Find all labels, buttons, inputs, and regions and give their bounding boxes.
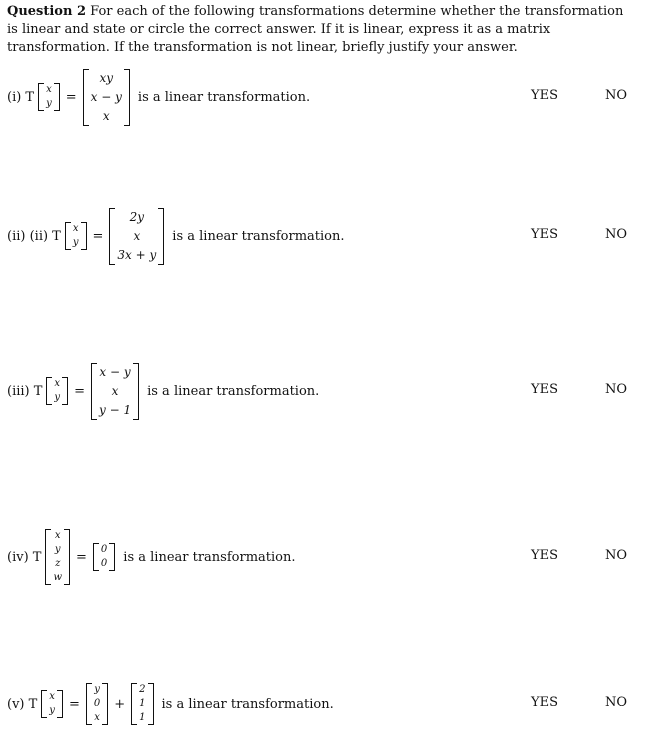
right-bracket	[124, 69, 130, 126]
yes-option[interactable]: YES	[531, 695, 558, 710]
right-bracket	[102, 683, 108, 725]
matrix-entry: w	[53, 572, 63, 583]
matrix-entry: 3x + y	[117, 247, 157, 262]
item-label: (i) T	[7, 89, 35, 105]
equals-sign: =	[76, 549, 87, 565]
item-label: (ii) (ii) T	[7, 228, 61, 244]
matrix-entry: 0	[100, 544, 108, 555]
yes-option[interactable]: YES	[531, 227, 558, 242]
question-text: For each of the following transformations determine whether the transformation is linear and state or circle the correct answer. If it is linear, express it as a matrix transformation. If the transformation is not linear, briefly justify your answer.	[7, 4, 624, 55]
no-option[interactable]: NO	[605, 88, 628, 103]
transformation-item	[7, 363, 319, 420]
item-label: (iv) T	[7, 549, 42, 565]
yes-option[interactable]: YES	[531, 548, 558, 563]
matrix-entry: z	[55, 558, 61, 569]
matrix-entry: x	[102, 108, 110, 123]
right-bracket	[62, 377, 68, 405]
input-vector	[41, 690, 63, 718]
matrix-entry: 2	[139, 684, 146, 695]
equals-sign: =	[65, 89, 77, 105]
matrix-entry: 2y	[129, 209, 145, 224]
right-bracket	[64, 529, 70, 585]
matrix-entry: x	[49, 691, 55, 702]
matrix-entry: x − y	[90, 89, 122, 104]
matrix-entry: 0	[93, 698, 101, 709]
matrix-entry: x	[94, 712, 100, 723]
constant-vector	[131, 683, 153, 725]
item-statement: is a linear transformation.	[147, 383, 320, 399]
transformation-item	[7, 208, 345, 265]
item-statement: is a linear transformation.	[161, 696, 334, 712]
matrix-entry: x	[54, 378, 61, 389]
right-bracket	[81, 222, 87, 250]
no-option[interactable]: NO	[605, 227, 628, 242]
question-label: Question 2	[7, 4, 87, 19]
item-label: (v) T	[7, 696, 38, 712]
matrix-entry: y − 1	[98, 402, 132, 417]
matrix-entry: y	[46, 98, 52, 109]
matrix-entry: x	[46, 84, 52, 95]
yes-option[interactable]: YES	[531, 382, 558, 397]
matrix-entry: 1	[139, 698, 146, 709]
output-vector	[83, 69, 130, 126]
right-bracket	[57, 690, 63, 718]
matrix-entry: x	[54, 530, 61, 541]
item-statement: is a linear transformation.	[137, 89, 311, 105]
matrix-entry: y	[72, 237, 79, 248]
input-vector	[65, 222, 87, 250]
right-bracket	[109, 543, 115, 571]
matrix-entry: y	[54, 544, 61, 555]
item-statement: is a linear transformation.	[123, 549, 296, 565]
matrix-entry: x	[72, 223, 79, 234]
plus-sign: +	[114, 696, 126, 712]
no-option[interactable]: NO	[605, 382, 628, 397]
transformation-item	[7, 529, 296, 585]
matrix-entry: x − y	[99, 364, 131, 379]
matrix-entry: x	[133, 228, 141, 243]
input-vector	[38, 83, 60, 111]
item-label: (iii) T	[7, 383, 43, 399]
equals-sign: =	[92, 228, 104, 244]
input-vector	[45, 529, 70, 585]
right-bracket	[148, 683, 154, 725]
output-vector	[91, 363, 139, 420]
output-vector	[86, 683, 108, 725]
yes-option[interactable]: YES	[531, 88, 558, 103]
matrix-entry: x	[111, 383, 119, 398]
matrix-entry: y	[54, 392, 61, 403]
output-vector	[93, 543, 115, 571]
no-option[interactable]: NO	[605, 695, 628, 710]
equals-sign: =	[68, 696, 80, 712]
question-intro	[7, 3, 637, 57]
matrix-entry: y	[94, 684, 100, 695]
right-bracket	[133, 363, 139, 420]
matrix-entry: y	[49, 705, 55, 716]
matrix-entry: xy	[99, 70, 114, 85]
equals-sign: =	[74, 383, 85, 399]
matrix-entry: 1	[139, 712, 146, 723]
item-statement: is a linear transformation.	[172, 228, 345, 244]
no-option[interactable]: NO	[605, 548, 628, 563]
right-bracket	[158, 208, 164, 265]
transformation-item	[7, 69, 310, 126]
output-vector	[109, 208, 164, 265]
transformation-item	[7, 683, 334, 725]
right-bracket	[54, 83, 60, 111]
matrix-entry: 0	[100, 558, 108, 569]
input-vector	[46, 377, 68, 405]
